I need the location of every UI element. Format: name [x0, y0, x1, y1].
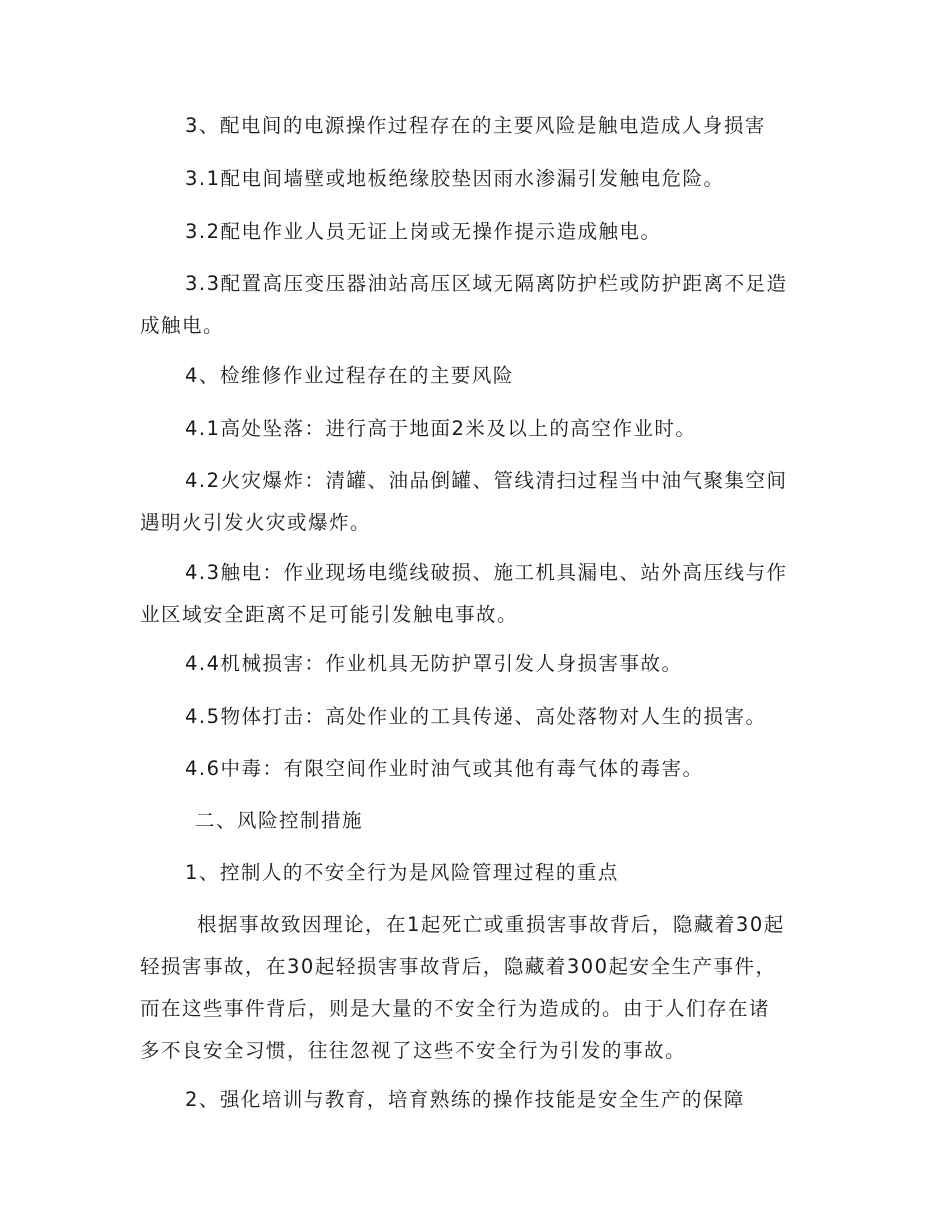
text-line: 4.6中毒：有限空间作业时油气或其他有毒气体的毒害。: [185, 757, 704, 780]
text-line: 根据事故致因理论，在1起死亡或重损害事故背后，隐藏着30起: [197, 913, 785, 936]
paragraph-4-1: [140, 408, 810, 450]
paragraph-control-2: [140, 1079, 810, 1121]
text-line: 成触电。: [140, 314, 225, 337]
paragraph-4-2: [140, 460, 810, 544]
text-line: 2、强化培训与教育，培育熟练的操作技能是安全生产的保障: [185, 1088, 745, 1111]
text-line: 4.3触电：作业现场电缆线破损、施工机具漏电、站外高压线与作: [185, 561, 788, 584]
paragraph-control-1: [140, 852, 810, 894]
text-line: 1、控制人的不安全行为是风险管理过程的重点: [185, 861, 619, 884]
text-line: 4.1高处坠落：进行高于地面2米及以上的高空作业时。: [185, 417, 697, 440]
text-line: 3、配电间的电源操作过程存在的主要风险是触电造成人身损害: [185, 114, 766, 137]
paragraph-3-1: [140, 158, 810, 200]
text-line: 3.3配置高压变压器油站高压区域无隔离防护栏或防护距离不足造: [185, 272, 788, 295]
text-line: 4、检维修作业过程存在的主要风险: [185, 364, 514, 387]
text-line: 多不良安全习惯，往往忽视了这些不安全行为引发的事故。: [140, 1039, 687, 1062]
paragraph-3-heading: [140, 105, 810, 147]
section-heading-risk-control: [140, 800, 810, 842]
paragraph-4-4: [140, 643, 810, 685]
paragraph-3-2: [140, 211, 810, 253]
paragraph-accident-theory: [140, 904, 810, 1072]
text-line: 4.2火灾爆炸：清罐、油品倒罐、管线清扫过程当中油气聚集空间: [185, 469, 788, 492]
paragraph-4-3: [140, 552, 810, 636]
paragraph-4-6: [140, 748, 810, 790]
text-line: 4.4机械损害：作业机具无防护罩引发人身损害事故。: [185, 652, 683, 675]
paragraph-4-5: [140, 696, 810, 738]
paragraph-4-heading: [140, 355, 810, 397]
text-line: 遇明火引发火灾或爆炸。: [140, 511, 372, 534]
text-line: 3.1配电间墙壁或地板绝缘胶垫因雨水渗漏引发触电危险。: [185, 167, 725, 190]
text-line: 轻损害事故，在30起轻损害事故背后，隐藏着300起安全生产事件，: [140, 955, 777, 978]
text-line: 业区域安全距离不足可能引发触电事故。: [140, 603, 519, 626]
text-line: 4.5物体打击：高处作业的工具传递、高处落物对人生的损害。: [185, 705, 767, 728]
paragraph-3-3: [140, 263, 810, 347]
text-line: 而在这些事件背后，则是大量的不安全行为造成的。由于人们存在诸: [140, 997, 771, 1020]
text-line: 3.2配电作业人员无证上岗或无操作提示造成触电。: [185, 220, 662, 243]
text-line: 二、风险控制措施: [195, 809, 364, 832]
